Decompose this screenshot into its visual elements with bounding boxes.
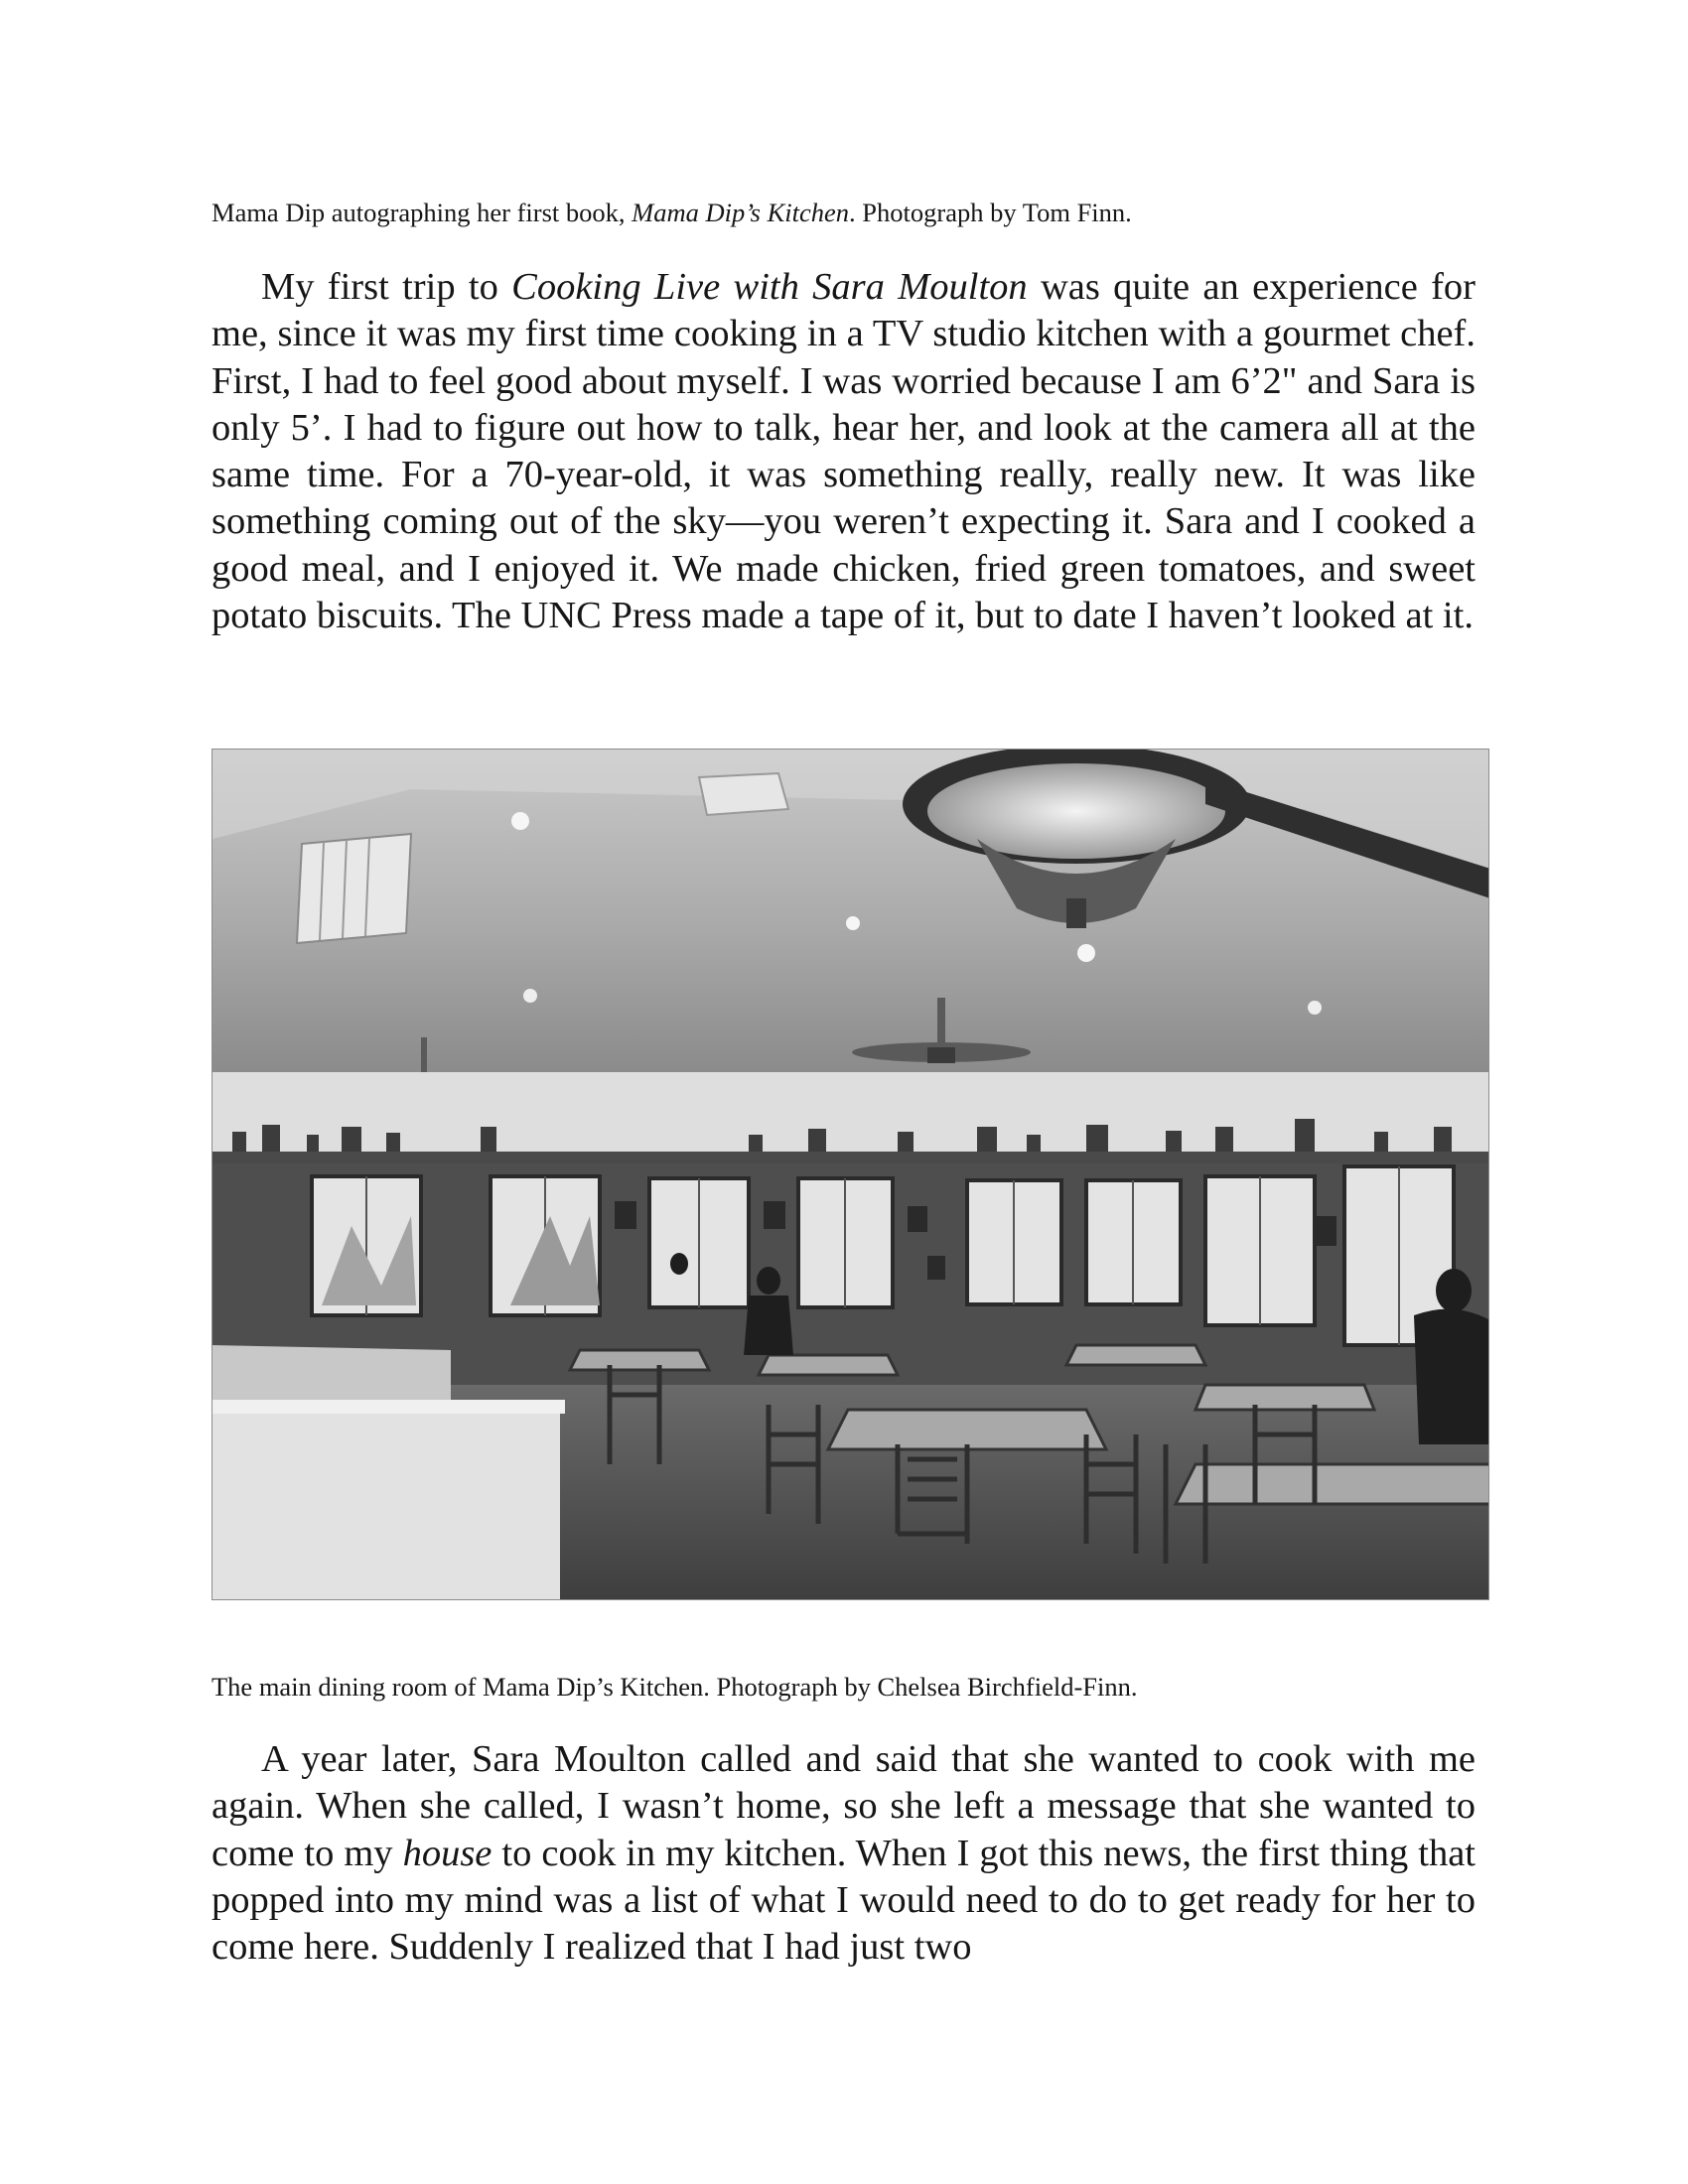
dining-room-illustration — [212, 750, 1489, 1600]
paragraph-1-text-b: was quite an experience for me, since it was my first time cooking in a TV studio kitchen with a gourmet chef. First, I had to feel good about myself. I was worried because I am 6’2" and Sara is only 5’. I had to figure out how to talk, hear her, and look at the camera all at the same time. For a 70-year-old, it was something really, really new. It was like something coming out of the sky—you weren’t expecting it. Sara and I cooked a good meal, and I enjoyed it. We made chicken, fried green tomatoes, and sweet potato biscuits. The UNC Press made a tape of it, but to date I haven’t looked at it. — [211, 266, 1476, 637]
paragraph-cooking-live — [211, 264, 1476, 639]
photo-caption-top — [211, 197, 1492, 228]
dining-room-photo — [211, 749, 1489, 1600]
caption-top-text: Mama Dip autographing her first book, — [211, 198, 633, 227]
show-title: Cooking Live with Sara Moulton — [511, 266, 1028, 308]
paragraph-2-text-b: to cook in my kitchen. When I got this news, the first thing that popped into my mind was a list of what I would need to do to get ready for her to come here. Suddenly I realized that I had just two — [211, 1832, 1476, 1969]
paragraph-sara-moulton-call — [211, 1736, 1476, 1971]
paragraph-2-text-a: A year later, Sara Moulton called and said that she wanted to cook with me again. When she called, I wasn’t home, so she left a message that she wanted to come to my — [211, 1738, 1476, 1874]
emphasized-house: house — [402, 1832, 492, 1874]
photo-caption-bottom: The main dining room of Mama Dip’s Kitchen. Photograph by Chelsea Birchfield-Finn. — [211, 1672, 1138, 1702]
paragraph-1-text-a: My first trip to — [261, 266, 512, 308]
caption-top-credit: . Photograph by Tom Finn. — [849, 198, 1132, 227]
book-title: Mama Dip’s Kitchen — [632, 198, 850, 227]
